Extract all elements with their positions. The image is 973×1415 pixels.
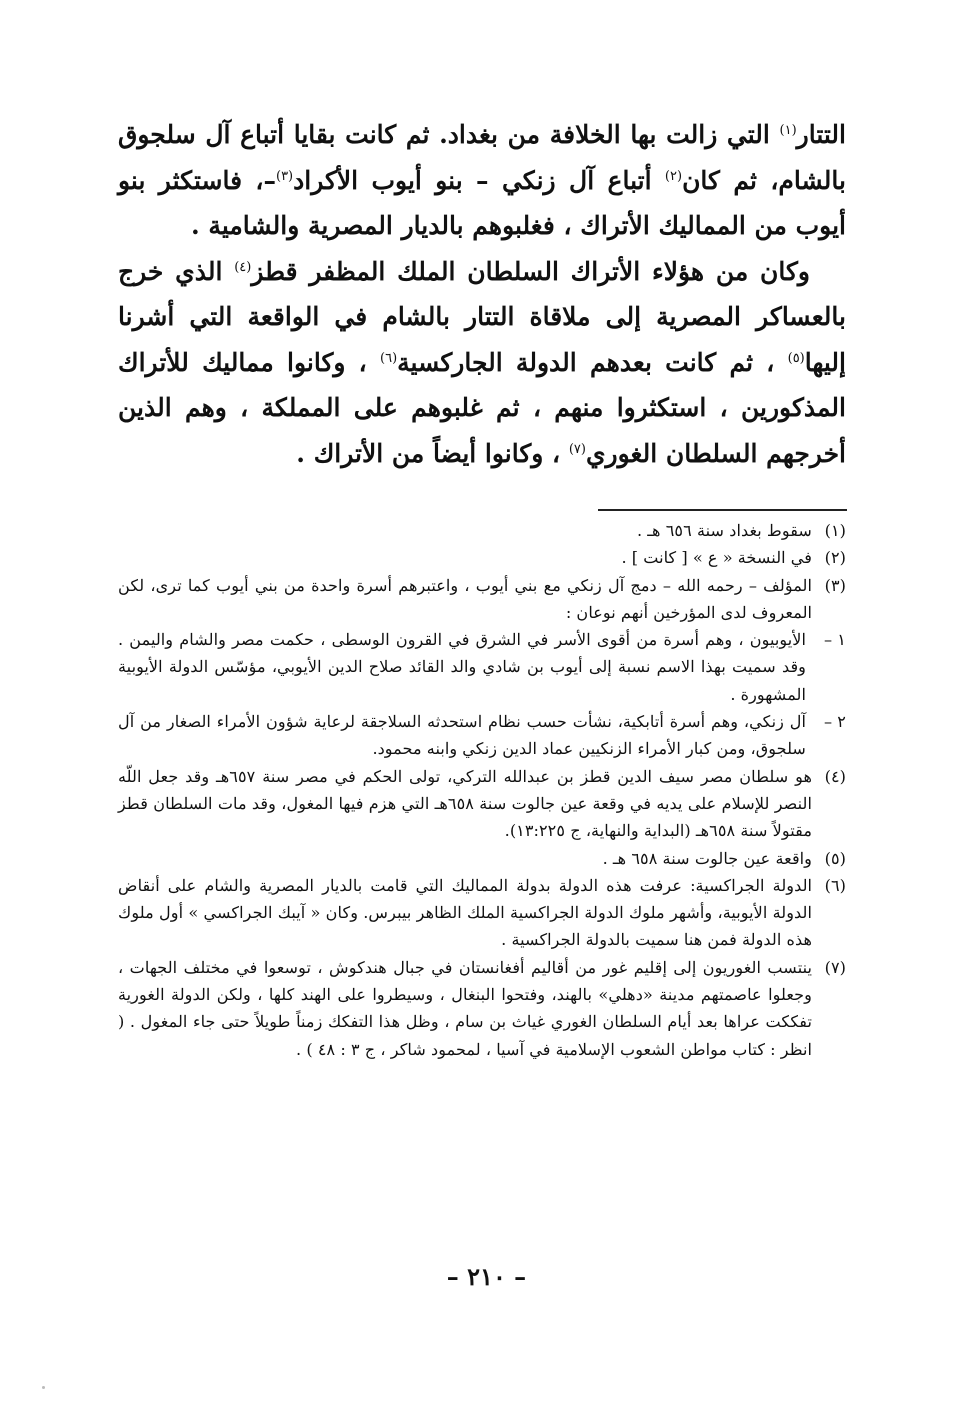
footnote-text: ينتسب الغوريون إلى إقليم غور من أقاليم أفغانستان في جبال هندكوش ، توسعوا في مختلف الجهات ، وجعلوا عاصمتهم مدينة «دهلي» بالهند، وفتحوا البنغال ، وسيطروا على الهند كلها ، ولكن الدولة الغورية تفككت عراها بعد أيام السلطان الغوري غياث بن سام ، وظل هذا التفكك زمناً طويلاً حتى جاء المغول . ( انظر : كتاب مواطن الشعوب الإسلامية في آسيا ، لمحمود شاكر ، ج ٣ : ٤٨ ) . bbox=[118, 957, 812, 1059]
page-number: – ٢١٠ – bbox=[446, 1262, 527, 1291]
text-run: أتباع آل زنكي – بنو أيوب الأكراد bbox=[293, 165, 665, 195]
footnote-ref-6: (٦) bbox=[380, 350, 398, 366]
footnote-3 bbox=[118, 572, 846, 627]
footnote-ref-4: (٤) bbox=[234, 259, 252, 275]
text-run: وكان من هؤلاء الأتراك السلطان الملك المظفر قطز bbox=[251, 256, 810, 286]
footnote-6 bbox=[118, 872, 846, 954]
footnote-number: (١) bbox=[824, 521, 846, 540]
footnote-ref-1: (١) bbox=[779, 123, 797, 138]
list-number: ٢ – bbox=[824, 712, 846, 732]
paragraph-2 bbox=[118, 249, 846, 477]
footnote-number: (٥) bbox=[824, 848, 846, 868]
footnote-number: (٦) bbox=[824, 875, 846, 895]
footnote-5 bbox=[118, 845, 846, 872]
footnote-number: (٧) bbox=[824, 957, 846, 977]
text-run: ، ثم كانت بعدهم الدولة الجاركسية bbox=[397, 347, 788, 377]
footnote-3-item-2 bbox=[118, 708, 846, 763]
footnote-number: (٣) bbox=[824, 575, 846, 595]
footnote-text: الدولة الجراكسية: عرفت هذه الدولة بدولة المماليك التي قامت بالديار المصرية والشام على أنقاض الدولة الأيوبية، وأشهر ملوك الدولة الجراكسية الملك الظاهر بيبرس. وكان « آيبك الجراكسي » أول ملوك هذه الدولة فمن هنا سميت بالدولة الجراكسية . bbox=[118, 875, 812, 950]
footnotes bbox=[118, 517, 846, 1063]
footnote-text: واقعة عين جالوت سنة ٦٥٨ هـ . bbox=[602, 848, 812, 868]
footnote-divider bbox=[598, 509, 847, 511]
list-number: ١ – bbox=[824, 630, 846, 650]
scan-speck bbox=[42, 1386, 45, 1389]
footnote-4 bbox=[118, 763, 846, 845]
footnote-ref-5: (٥) bbox=[787, 350, 805, 366]
text-run: ، وكانوا مماليك للأتراك المذكورين ، استكثروا منهم ، ثم غلبوهم على المملكة ، وهم الذين أخرجهم السلطان الغوري bbox=[118, 347, 846, 468]
footnote-3-item-1 bbox=[118, 626, 846, 708]
footnote-ref-7: (٧) bbox=[568, 441, 586, 457]
footnote-ref-2: (٢) bbox=[664, 168, 683, 184]
list-text: آل زنكي، وهم أسرة أتابكية، نشأت حسب نظام استحدثه السلاجقة لرعاية شؤون الأمراء الصغار من آل سلجوق، ومن كبار الأمراء الزنكيين عماد الدين زنكي وابنه محمود. bbox=[118, 712, 806, 759]
list-text: الأيوبيون ، وهم أسرة من أقوى الأسر في الشرق في القرون الوسطى ، حكمت مصر والشام واليمن . وقد سميت بهذا الاسم نسبة إلى أيوب بن شادي والد القائد صلاح الدين الأيوبي، مؤسّس الدولة الأيوبية المشهورة . bbox=[118, 630, 806, 704]
footnote-ref-3: (٣) bbox=[275, 168, 294, 184]
main-text bbox=[118, 112, 846, 476]
text-run: الذي خرج بالعساكر المصرية إلى ملاقاة التتار بالشام في الواقعة التي أشرنا إليها bbox=[118, 256, 846, 377]
paragraph-1 bbox=[118, 112, 846, 249]
text-run: ، وكانوا أيضاً من الأتراك . bbox=[296, 438, 569, 468]
footnote-text: المؤلف – رحمه الله – دمج آل زنكي مع بني أيوب ، واعتبرهم أسرة واحدة من بني أيوب كما ترى، لكن المعروف لدى المؤرخين أنهم نوعان : bbox=[118, 575, 812, 622]
footnote-7 bbox=[118, 954, 846, 1063]
footnote-text: في النسخة « ع » [ كانت ] . bbox=[621, 548, 812, 568]
text-run: التتار bbox=[796, 120, 846, 149]
text-run: التي زالت بها الخلافة من بغداد. ثم كانت بقايا أتباع آل سلجوق بالشام، ثم كان bbox=[118, 120, 846, 195]
text-run: –، فاستكثر بنو أيوب من المماليك الأتراك ، فغلبوهم بالديار المصرية والشامية . bbox=[118, 165, 846, 240]
footnote-text: هو سلطان مصر سيف الدين قطز بن عبدالله التركي، تولى الحكم في مصر سنة ٦٥٧هـ وقد جعل اللّه النصر للإسلام على يديه في وقعة عين جالوت سنة ٦٥٨هـ التي هزم فيها المغول، وقد مات السلطان قطز مقتولاً سنة ٦٥٨هـ (البداية والنهاية، ج ١٣:٢٢٥). bbox=[118, 766, 813, 841]
footnote-number: (٤) bbox=[824, 766, 846, 786]
footnote-text: سقوط بغداد سنة ٦٥٦ هـ . bbox=[637, 521, 812, 540]
footnote-number: (٢) bbox=[824, 548, 846, 568]
footnote-2 bbox=[118, 544, 846, 571]
footnote-1 bbox=[118, 517, 846, 544]
